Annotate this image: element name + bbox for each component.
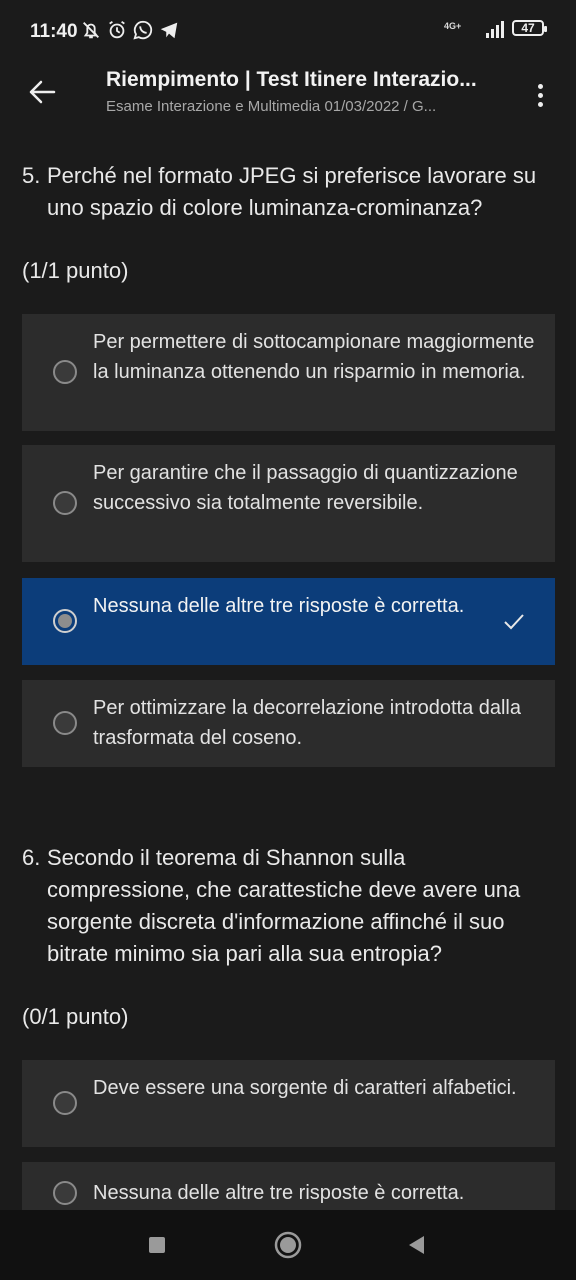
option-label: Nessuna delle altre tre risposte è corretta. bbox=[93, 595, 465, 617]
question-number: 5. bbox=[22, 163, 41, 188]
alarm-icon bbox=[106, 19, 128, 41]
option-label: Per ottimizzare la decorrelazione introdotta dalla trasformata del coseno. bbox=[93, 697, 521, 749]
home-button[interactable] bbox=[274, 1231, 302, 1259]
back-button[interactable] bbox=[24, 74, 60, 110]
radio-button[interactable] bbox=[53, 491, 77, 515]
radio-button-selected[interactable] bbox=[53, 609, 77, 633]
option-label: Per permettere di sottocampionare maggiormente la luminanza ottenendo un risparmio in memoria. bbox=[93, 331, 535, 383]
status-time: 11:40 bbox=[30, 21, 78, 42]
question-text: Secondo il teorema di Shannon sulla compressione, che carattestiche deve avere una sorgente discreta d'informazione affinché il suo bitrate minimo sia pari alla sua entropia? bbox=[47, 845, 521, 966]
radio-button[interactable] bbox=[53, 711, 77, 735]
status-right bbox=[444, 18, 544, 38]
notification-icons bbox=[80, 19, 180, 41]
alarm-off-icon bbox=[80, 19, 102, 41]
telegram-icon bbox=[158, 19, 180, 41]
checkmark-icon bbox=[503, 611, 525, 633]
question-text: Perché nel formato JPEG si preferisce lavorare su uno spazio di colore luminanza-crominanza? bbox=[47, 163, 537, 220]
question-5 bbox=[22, 160, 542, 224]
battery-level: 47 bbox=[521, 21, 535, 35]
more-options-button[interactable] bbox=[528, 78, 552, 112]
battery-icon bbox=[512, 20, 544, 36]
system-nav-bar bbox=[0, 1210, 576, 1280]
arrow-left-icon bbox=[27, 77, 57, 107]
answer-option[interactable] bbox=[22, 445, 555, 562]
question-score: (1/1 punto) bbox=[22, 258, 129, 283]
answer-option[interactable] bbox=[22, 1060, 555, 1147]
radio-button[interactable] bbox=[53, 1091, 77, 1115]
signal-group bbox=[444, 18, 504, 38]
recent-apps-button[interactable] bbox=[148, 1236, 166, 1254]
status-bar bbox=[0, 0, 576, 60]
question-score: (0/1 punto) bbox=[22, 1004, 129, 1029]
signal-icon bbox=[486, 18, 504, 38]
whatsapp-icon bbox=[132, 19, 154, 41]
radio-button[interactable] bbox=[53, 1181, 77, 1205]
option-label: Deve essere una sorgente di caratteri alfabetici. bbox=[93, 1077, 517, 1099]
option-label: Per garantire che il passaggio di quantizzazione successivo sia totalmente reversibile. bbox=[93, 462, 518, 514]
answer-option[interactable] bbox=[22, 314, 555, 431]
app-header bbox=[0, 60, 576, 132]
radio-button[interactable] bbox=[53, 360, 77, 384]
answer-option[interactable] bbox=[22, 680, 555, 767]
answer-option[interactable] bbox=[22, 1162, 555, 1210]
page-title: Riempimento | Test Itinere Interazio... bbox=[106, 68, 477, 91]
network-type: 4G+ bbox=[444, 21, 462, 31]
option-label: Nessuna delle altre tre risposte è corretta. bbox=[93, 1182, 465, 1204]
breadcrumb: Esame Interazione e Multimedia 01/03/2022 / G... bbox=[106, 98, 437, 115]
question-6 bbox=[22, 842, 542, 970]
question-number: 6. bbox=[22, 845, 41, 870]
answer-option-selected[interactable] bbox=[22, 578, 555, 665]
back-nav-button[interactable] bbox=[406, 1235, 426, 1255]
quiz-content[interactable] bbox=[0, 132, 576, 1210]
